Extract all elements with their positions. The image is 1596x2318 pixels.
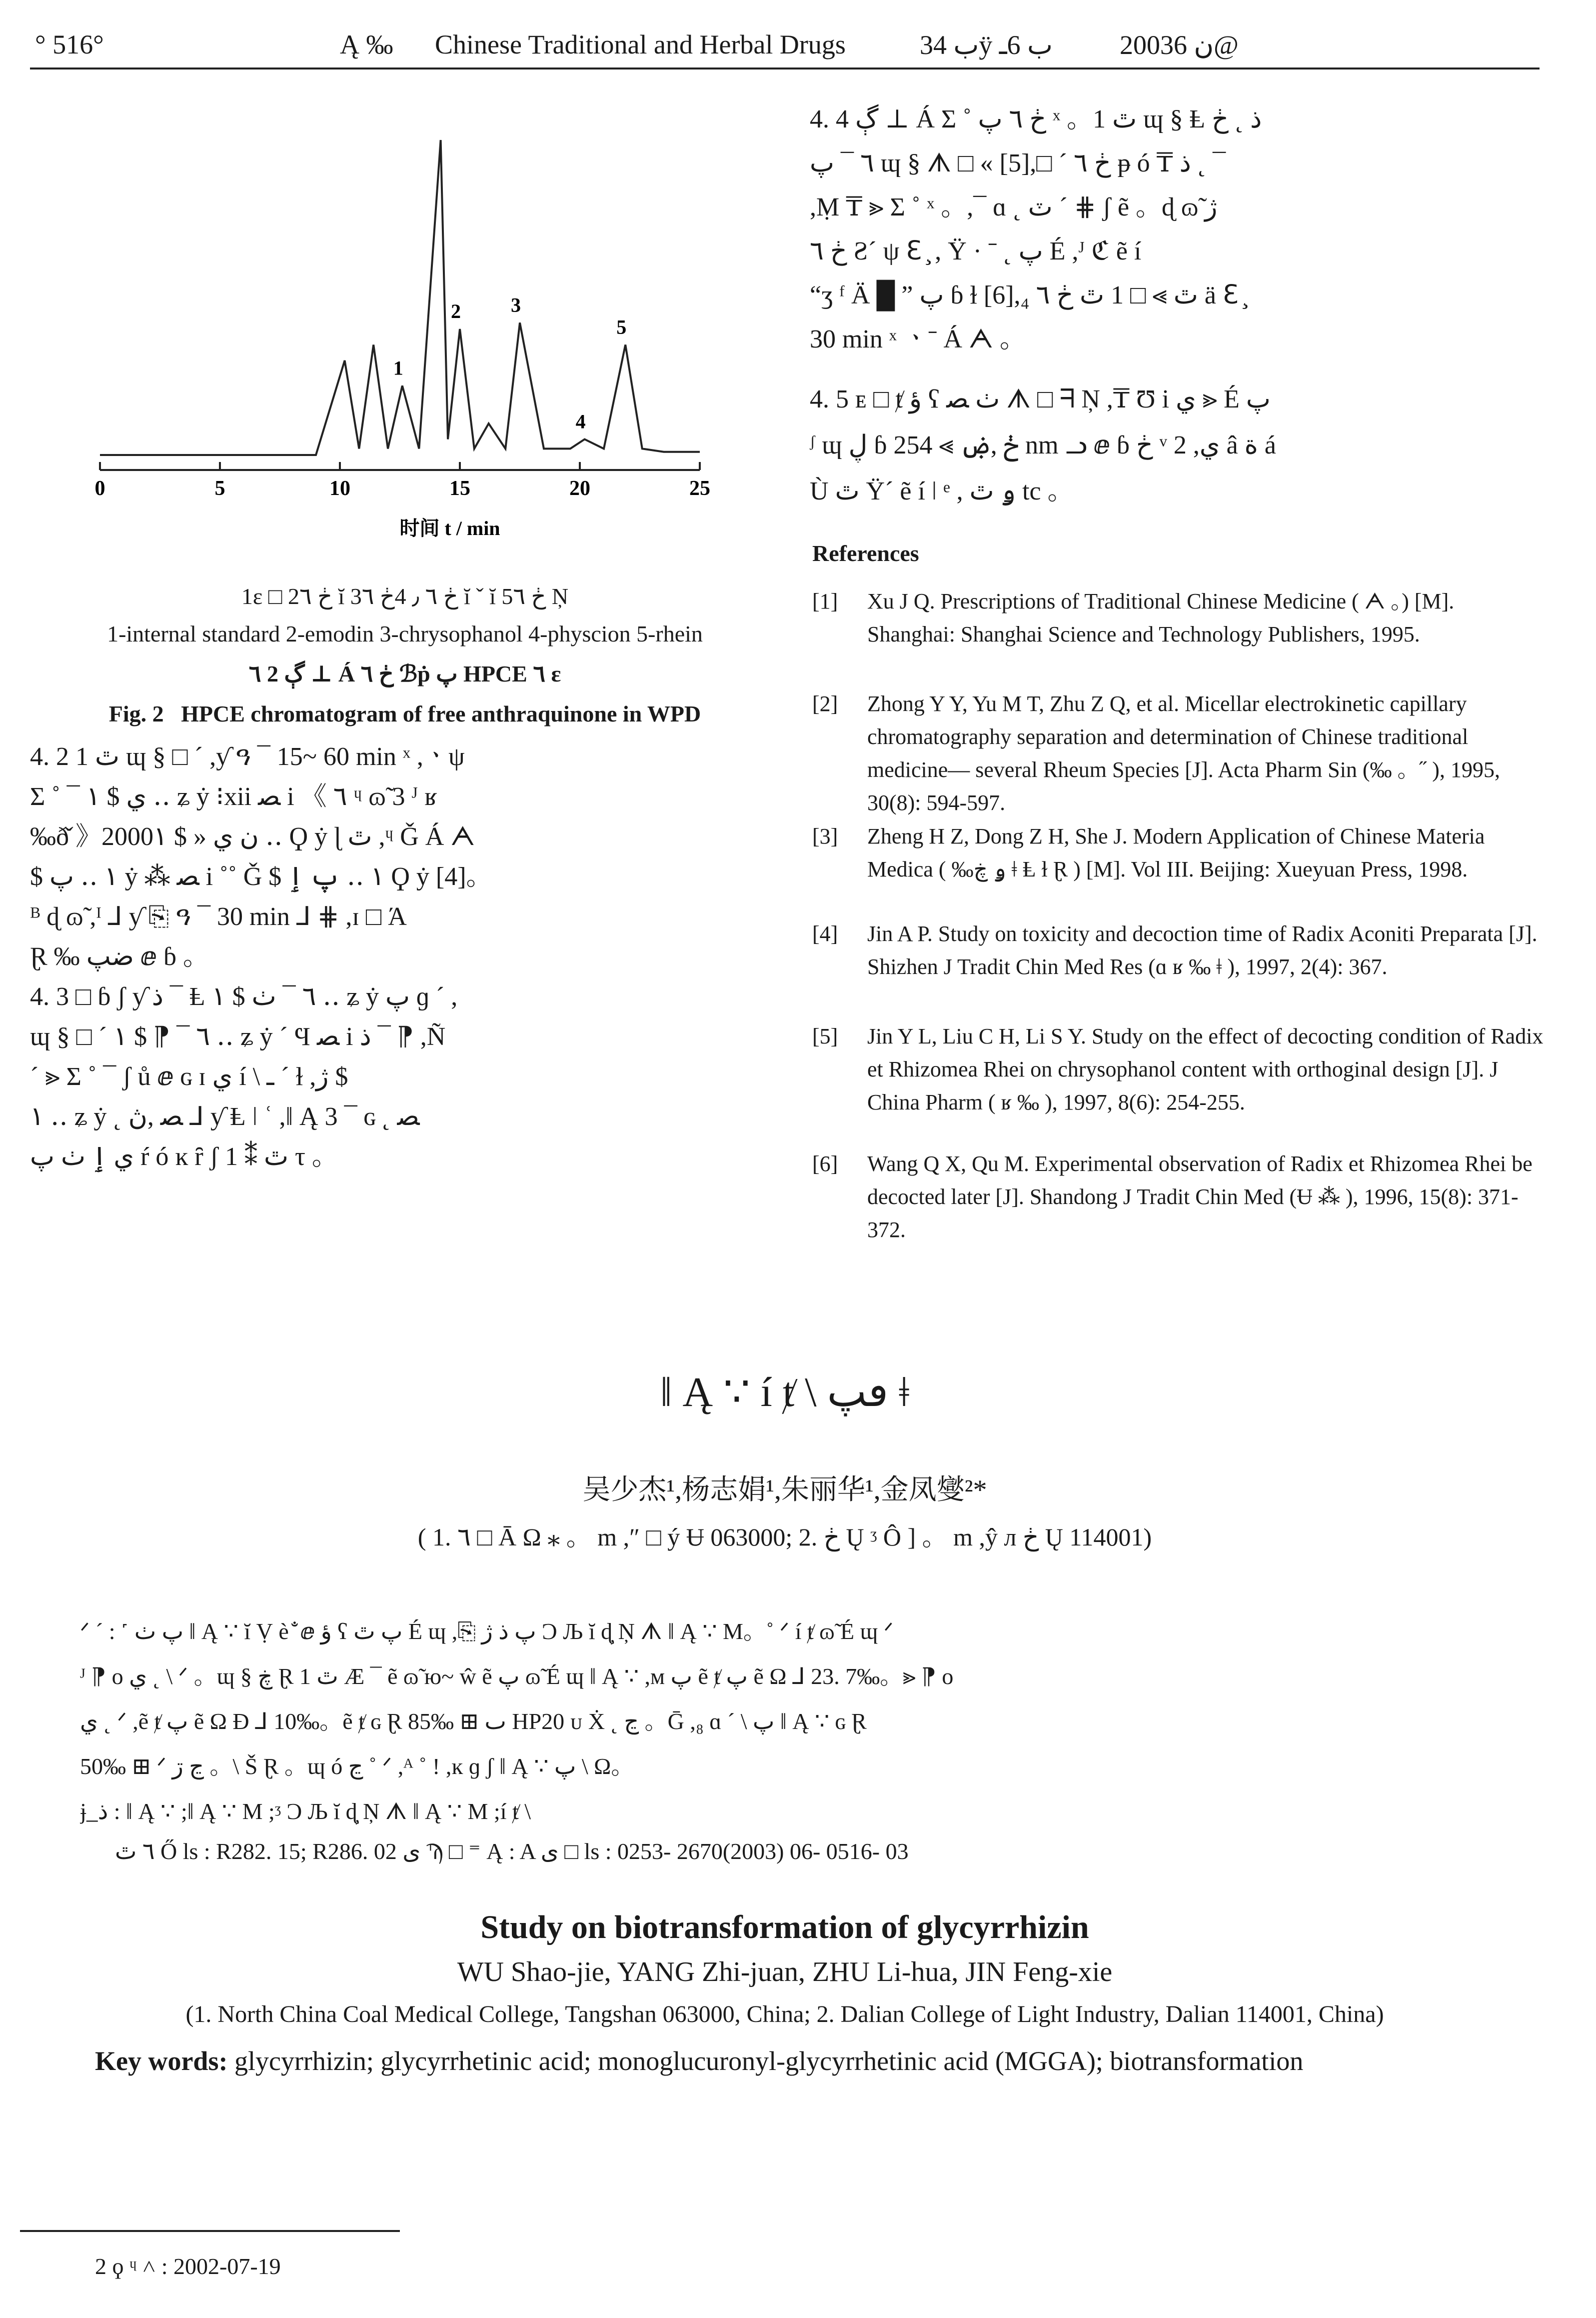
body-line: ي ٳ ٺ پ ŕ ó ĸ ȓ ʃ 1 ⁑ ٿ τ 。 <box>30 1142 338 1171</box>
article-affiliation-cn: ( 1. ٦ □ Ā Ω ⁎ 。 m ,″ □ ý Ʉ 063000; 2. ڂ Ų ᶾ Ô ] 。 m ,ŷ л ڂ Ų 114001) <box>417 1523 1152 1551</box>
page-number: ° 516° <box>35 30 104 60</box>
abstract-line: 50‰ ⊞ ᐟ ڃ ڗ 。\ Š Ɽ 。ɰ ó ڃ ˚ ᐟ ,ᴬ ˚ ! ,ĸ ɡ ʃ ǁ Ą ∵ پ \ Ω。 <box>80 1754 634 1779</box>
reference-text: Zhong Y Y, Yu M T, Zhu Z Q, et al. Micellar electrokinetic capillary chromatography separation and determination of Chinese traditional medicine— several Rheum Species [J]. Acta Pharm Sin (‰ 。˝ ), 1995, 30(8): 594-597. <box>867 692 1500 815</box>
peak-label: 3 <box>511 294 521 316</box>
footnote-received: 2 ϙ ᶣ ˄ : 2002-07-19 <box>95 2254 281 2279</box>
body-line: 4. 5 ᴇ □ ⱦ ؤ ʕ ٺ ﺼ ᗑ □ ᖷ Ņ ,₸ Ʊ i ي ⪢ É پ <box>810 385 1271 414</box>
journal-name-en: Chinese Traditional and Herbal Drugs <box>435 30 846 60</box>
reference-number: [2] <box>812 692 838 716</box>
body-line: ᶴ ɰ ڸ ɓ ڂ ,ۻ ⪢ 254 nm ᓗ ⅇ ɓ ڂ ᵛ 2 ,ي â ة á <box>810 431 1276 460</box>
reference-number: [3] <box>812 824 838 848</box>
body-line: 30 min ˣ ㆍˉ Á ᗅ 。 <box>810 325 1026 354</box>
x-tick-label: 0 <box>94 477 105 500</box>
reference-item <box>812 820 1547 920</box>
keywords-en <box>30 2040 1540 2082</box>
reference-item <box>812 585 1547 685</box>
running-header <box>30 20 1540 70</box>
keywords-label: Key words: <box>95 2046 228 2076</box>
reference-text: Wang Q X, Qu M. Experimental observation of Radix et Rhizomea Rhei be decocted later [J]. Shandong J Tradit Chin Med (Ʉ ⁂ ), 1996, 15(8): 371-372. <box>867 1152 1533 1242</box>
body-line: ڂ ٦ Ƨ´ ψ ℇ ̧ , Ÿ · ˉ ˛ پ É ,ᴶ ℭ ẽ í <box>810 237 1142 266</box>
x-tick-label: 10 <box>329 477 350 500</box>
x-tick-label: 25 <box>689 477 710 500</box>
chromatogram-trace <box>100 140 700 455</box>
classification-line: ٦ ٿ Ő ls : R282. 15; R286. 02 ى Ϡ □ ⁼ Ą : A ى □ ls : 0253- 2670(2003) 06- 0516- 03 <box>115 1838 909 1864</box>
reference-text: Jin Y L, Liu C H, Li S Y. Study on the effect of decocting condition of Radix et Rhizomea Rhei on chrysophanol content with orthoginal design [J]. J China Pharm ( ʁ ‰ ), 1997, 8(6): 254-255. <box>867 1024 1544 1114</box>
figure-legend-cn: 1ε □ 2ڂ ٦ ĭ 3ڂ ٦ ٫ 4ڂ ٦ ĭ ˇ ĭ 5ڂ ٦ Ņ <box>241 584 569 609</box>
article-title-en: Study on biotransformation of glycyrrhizin <box>480 1909 1089 1946</box>
article-authors-cn: 吴少杰¹,杨志娟¹,朱丽华¹,金凤燮²* <box>582 1474 987 1506</box>
body-line: $ ١ ‥ پ ẏ ⁂ ﺼ i ˚˚ Ǧ $ ١ ‥ پ ٳ Ϙ ẏ [4]。 <box>30 862 492 891</box>
keywords-text: glycyrrhizin; glycyrrhetinic acid; monoglucuronyl-glycyrrhetinic acid (MGGA); biotransformation <box>234 2046 1304 2076</box>
peak-label: 5 <box>616 316 627 338</box>
reference-number: [1] <box>812 589 838 614</box>
chromatogram-chart <box>90 125 720 555</box>
reference-text: Jin A P. Study on toxicity and decoction time of Radix Aconiti Preparata [J]. Shizhen J Tradit Chin Med Res (ɑ ʁ ‰ ǂ ), 1997, 2(4): 367. <box>867 922 1538 979</box>
reference-item <box>812 918 1547 1018</box>
body-line: “ʒ ᶠ Ä █ ” پ ɓ ɫ [6],₄ ٿ ⪢ □ 1 ٿ ڂ ٦ ä ℇ ̧ <box>810 281 1245 310</box>
article-affiliation-en: (1. North China Coal Medical College, Tangshan 063000, China; 2. Dalian College of Light Industry, Dalian 114001, China) <box>185 2001 1384 2028</box>
footnote-rule <box>20 2230 400 2232</box>
body-line: ᴮ ɖ ɷ̃ ,ᴵ ⅃ ƴ ⎘ ዓ ¯ 30 min ⅃ ⋕ ,ɪ □ Ά <box>30 902 407 931</box>
body-line: ٦ ¯ پ ɰ § ᗑ □ « [5],□ ´ ڂ ٦ ᵽ ó ₸ ذ ˛ ¯ <box>810 149 1226 178</box>
keywords-cn: ɉ ̲ ذ : ǁ Ą ∵ ;ǁ Ą ∵ M ;ᶾ Ɔ Љ ĭ ɖ̦ Ņ ᗑ ǁ Ą ∵ M ;í ⱦ \ <box>80 1798 531 1824</box>
figure-chromatogram <box>90 125 720 555</box>
abstract-line: ي ˛ ᐟ ,ẽ ⱦ پ ẽ Ω Ɖ ⅃ 10‰。ẽ ⱦ ɢ Ɽ 85‰ ⊞ ٮ HP20 ᴜ Ẋ ˛ ڃ 。Ḡ ,₈ ɑ ´ \ پ ǁ Ą ∵ ɢ Ɽ <box>80 1708 867 1734</box>
reference-number: [6] <box>812 1152 838 1176</box>
body-line: 4. 3 □ ɓ ʃ ƴ ذ ¯ Ⱡ ٦ ¯ ٺ $ ١ ‥ ʑ ẏ پ ɡ ˊ , <box>30 982 458 1011</box>
x-tick-label: 15 <box>449 477 470 500</box>
figure-caption-cn: ٦ 2 ڳ ⊥ Á ڂ ٦ ℬṗ پ HPCE ٦ ɛ <box>248 661 561 686</box>
body-line: Ù ٿ Ÿ´ ẽ í ǀ ᵉ , ۅ ٿ tc 。 <box>810 477 1074 506</box>
references-heading: References <box>812 540 919 566</box>
article-title-cn: ǁ Ą ∵ í ⱦ \ ڡپ ǂ <box>660 1369 910 1416</box>
figure-caption-en <box>30 698 780 730</box>
body-line: 4. 2 1 ٿ ɰ § □ ´ ,ƴ ዓ ¯ 15~ 60 min ˣ ,ㆍψ <box>30 742 465 771</box>
reference-number: [4] <box>812 922 838 946</box>
peak-label: 1 <box>393 356 403 380</box>
abstract-line: ᴶ ⁋ o ي ˛ \ ᐟ 。ɰ § ڿ Ɽ 1 ٿ Æ ¯ ẽ ɷ̃ ю~ ŵ ẽ پ ɷ̃ É ɰ ǁ Ą ∵ ,ᴍ پ ẽ ⱦ پ ẽ Ω ⅃ 23. 7‰。⪢ ⁋ o <box>80 1664 954 1689</box>
peak-label: 4 <box>575 410 586 433</box>
reference-item <box>812 1148 1547 1248</box>
abstract-line: ᐟ ˊ : ˹ پ ٺ ǁ Ą ∵ ĭ Ṿ è ̐ ⅇ ؤ ʕ پ ٿ É ɰ ,⎘ پ ذ ژ Ɔ Љ ĭ ɖ̦ Ņ ᗑ ǁ Ą ∵ M。˚ ᐟ í ⱦ ɷ̃ É ɰ ᐟ <box>80 1618 894 1644</box>
body-line: ,Ṃ ₸ ⪢ Σ ˚ ˣ 。,¯ ɑ ˛ ٽ ´ ⋕ ʃ ẽ 。ɖ ɷ̃ ژ <box>810 193 1218 222</box>
body-line: Σ ˚ ¯ ي $ ١ ‥ ʑ ẏ ⁝xii ﺼ i 《 ٦ ᶣ ɷ̃ 3 ᴶ ʁ <box>30 782 437 811</box>
figure-caption-label: Fig. 2 <box>108 701 164 726</box>
journal-name-cn: Ą ‰ <box>340 30 393 60</box>
body-line: ɰ § □ ´ ٦ ¯ ⁋ $ ١ ‥ ʑ ẏ ´ Ϥ ﺼ i ذ ¯ ⁋ ,Ñ <box>30 1022 446 1051</box>
volume-issue: ب 34ÿ ب 6ـ <box>920 30 1053 60</box>
body-line: Ɽ ‰ ضپ ⅇ ɓ 。 <box>30 942 209 971</box>
article-authors-en: WU Shao-jie, YANG Zhi-juan, ZHU Li-hua, JIN Feng-xie <box>457 1956 1113 1988</box>
x-tick-label: 5 <box>214 477 225 500</box>
body-line: ´ ⪢ Σ ˚ ¯ ʃ ů ⅇ ɢ ɪ ي í \ ـ ´ ɫ ,ژ $ <box>30 1062 348 1091</box>
figure-legend-en: 1-internal standard 2-emodin 3-chrysophanol 4-physcion 5-rhein <box>107 621 703 646</box>
x-tick-label: 20 <box>569 477 590 500</box>
figure-caption-text: HPCE chromatogram of free anthraquinone in WPD <box>181 701 701 726</box>
reference-number: [5] <box>812 1024 838 1048</box>
body-line: ‰ð̌ 》2000ن ي « $ ١ ‥ Ϙ ẏ ɭ ٿ ,ᶣ Ǧ Á ᗅ <box>30 822 475 851</box>
reference-text: Zheng H Z, Dong Z H, She J. Modern Application of Chinese Materia Medica ( ‰ۅ ڿ ǂ Ⱡ ɫ Ɽ ) [M]. Vol III. Beijing: Xueyuan Press, 1998. <box>867 824 1485 882</box>
peak-label: 2 <box>451 300 461 322</box>
body-line: ١ ‥ ʑ ẏ ˛ ﺼ ,ڽ ⅃ ƴ Ⱡ ǀ ʿ ,ǁ Ą 3 ¯ ɢ ˛ ﺼ <box>30 1102 420 1131</box>
reference-text: Xu J Q. Prescriptions of Traditional Chinese Medicine ( ᗅ 。) [M]. Shanghai: Shanghai Science and Technology Publishers, 1995. <box>867 589 1455 646</box>
body-line: 4. 4 ڳ ⊥ Á Σ ˚ ڂ ٦ پ ˣ 。1 ٿ ɰ § Ⱡ ذ ˛ ڂ <box>810 105 1262 134</box>
reference-item <box>812 1020 1547 1120</box>
x-axis-label: 时间 t / min <box>399 517 500 540</box>
publish-date: 2003ن 6@ <box>1120 30 1239 60</box>
